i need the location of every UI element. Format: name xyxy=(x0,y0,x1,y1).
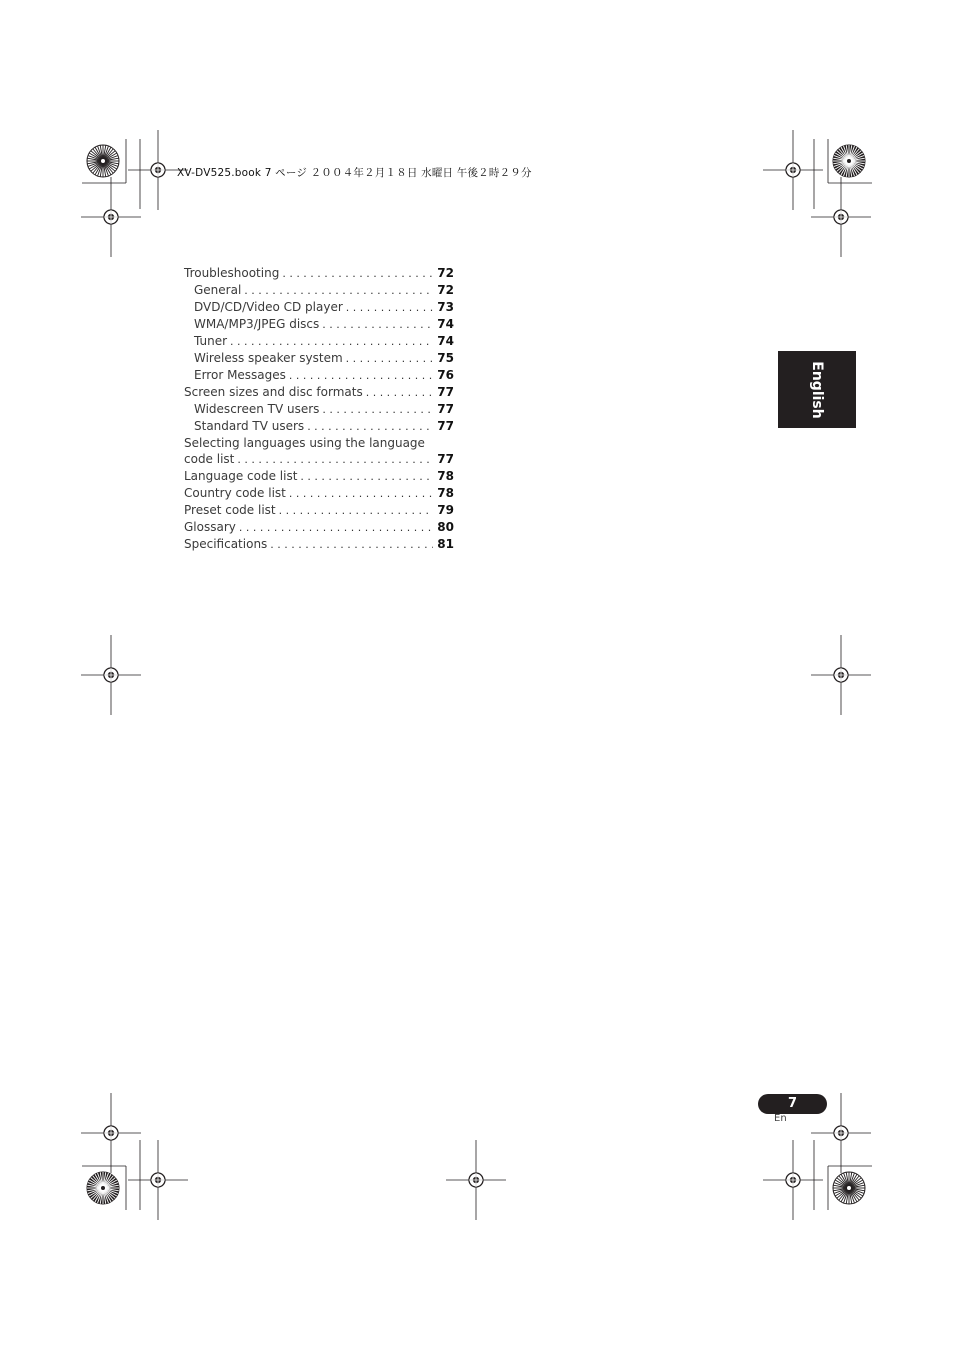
toc-leader-dots xyxy=(289,367,433,384)
toc-entry-page: 77 xyxy=(437,385,454,399)
toc-entry-page: 77 xyxy=(437,452,454,466)
toc-leader-dots xyxy=(322,316,433,333)
toc-leader-dots xyxy=(279,502,434,519)
toc-entry xyxy=(184,485,454,502)
toc-entry xyxy=(184,536,454,553)
star-target-center xyxy=(847,1186,851,1190)
toc-entry-title: code list xyxy=(184,452,235,466)
toc-leader-dots xyxy=(230,333,433,350)
toc-entry xyxy=(184,384,454,401)
toc-entry-title: General xyxy=(194,283,242,297)
toc-entry-page: 77 xyxy=(437,419,454,433)
star-target-center xyxy=(101,159,105,163)
page-number-badge: 7 xyxy=(758,1094,827,1114)
toc-leader-dots xyxy=(307,418,433,435)
book-header: XV-DV525.book 7 ページ ２００４年２月１８日 水曜日 午後２時２９分 xyxy=(177,167,532,179)
table-of-contents xyxy=(184,265,454,553)
toc-entry-title: Specifications xyxy=(184,537,268,551)
toc-leader-dots xyxy=(322,401,433,418)
toc-leader-dots xyxy=(270,536,433,553)
toc-entry xyxy=(184,282,454,299)
toc-entry-page: 76 xyxy=(437,368,454,382)
toc-leader-dots xyxy=(239,519,433,536)
toc-entry-page: 74 xyxy=(437,334,454,348)
language-side-tab xyxy=(778,351,856,428)
toc-entry-page: 72 xyxy=(437,283,454,297)
toc-entry xyxy=(184,316,454,333)
toc-entry xyxy=(184,468,454,485)
toc-entry-title: Language code list xyxy=(184,469,298,483)
toc-entry-page: 78 xyxy=(437,486,454,500)
toc-entry-title: Wireless speaker system xyxy=(194,351,343,365)
toc-entry-page: 77 xyxy=(437,402,454,416)
star-target-center xyxy=(101,1186,105,1190)
toc-entry-page: 73 xyxy=(437,300,454,314)
toc-entry-page: 74 xyxy=(437,317,454,331)
toc-leader-dots xyxy=(366,384,434,401)
toc-entry xyxy=(184,265,454,282)
toc-entry xyxy=(184,418,454,435)
toc-entry xyxy=(184,350,454,367)
toc-entry-page: 81 xyxy=(437,537,454,551)
toc-leader-dots xyxy=(346,350,434,367)
toc-leader-dots xyxy=(289,485,433,502)
language-code: En xyxy=(774,1113,787,1124)
toc-entry-title: DVD/CD/Video CD player xyxy=(194,300,343,314)
toc-entry-title: Country code list xyxy=(184,486,286,500)
toc-leader-dots xyxy=(300,468,433,485)
star-target-center xyxy=(847,159,851,163)
toc-leader-dots xyxy=(244,282,433,299)
language-side-tab-label: English xyxy=(809,360,825,419)
toc-entry-title: Selecting languages using the language xyxy=(184,436,425,450)
toc-entry xyxy=(184,401,454,418)
toc-entry-page: 79 xyxy=(437,503,454,517)
toc-entry-title: Preset code list xyxy=(184,503,276,517)
toc-entry-title: WMA/MP3/JPEG discs xyxy=(194,317,320,331)
toc-entry xyxy=(184,333,454,350)
toc-entry-page: 75 xyxy=(437,351,454,365)
toc-entry-title: Screen sizes and disc formats xyxy=(184,385,363,399)
toc-entry-title: Standard TV users xyxy=(194,419,305,433)
toc-leader-dots xyxy=(237,451,433,468)
toc-entry-title: Error Messages xyxy=(194,368,286,382)
toc-entry-page: 72 xyxy=(437,266,454,280)
toc-entry xyxy=(184,367,454,384)
toc-entry xyxy=(184,451,454,468)
toc-entry-title: Tuner xyxy=(194,334,228,348)
toc-entry-page: 80 xyxy=(437,520,454,534)
toc-entry xyxy=(184,519,454,536)
toc-entry xyxy=(184,299,454,316)
toc-entry xyxy=(184,435,454,451)
toc-entry-title: Widescreen TV users xyxy=(194,402,320,416)
toc-entry-title: Glossary xyxy=(184,520,236,534)
toc-entry xyxy=(184,502,454,519)
toc-leader-dots xyxy=(282,265,433,282)
toc-leader-dots xyxy=(346,299,434,316)
toc-entry-title: Troubleshooting xyxy=(184,266,280,280)
toc-entry-page: 78 xyxy=(437,469,454,483)
